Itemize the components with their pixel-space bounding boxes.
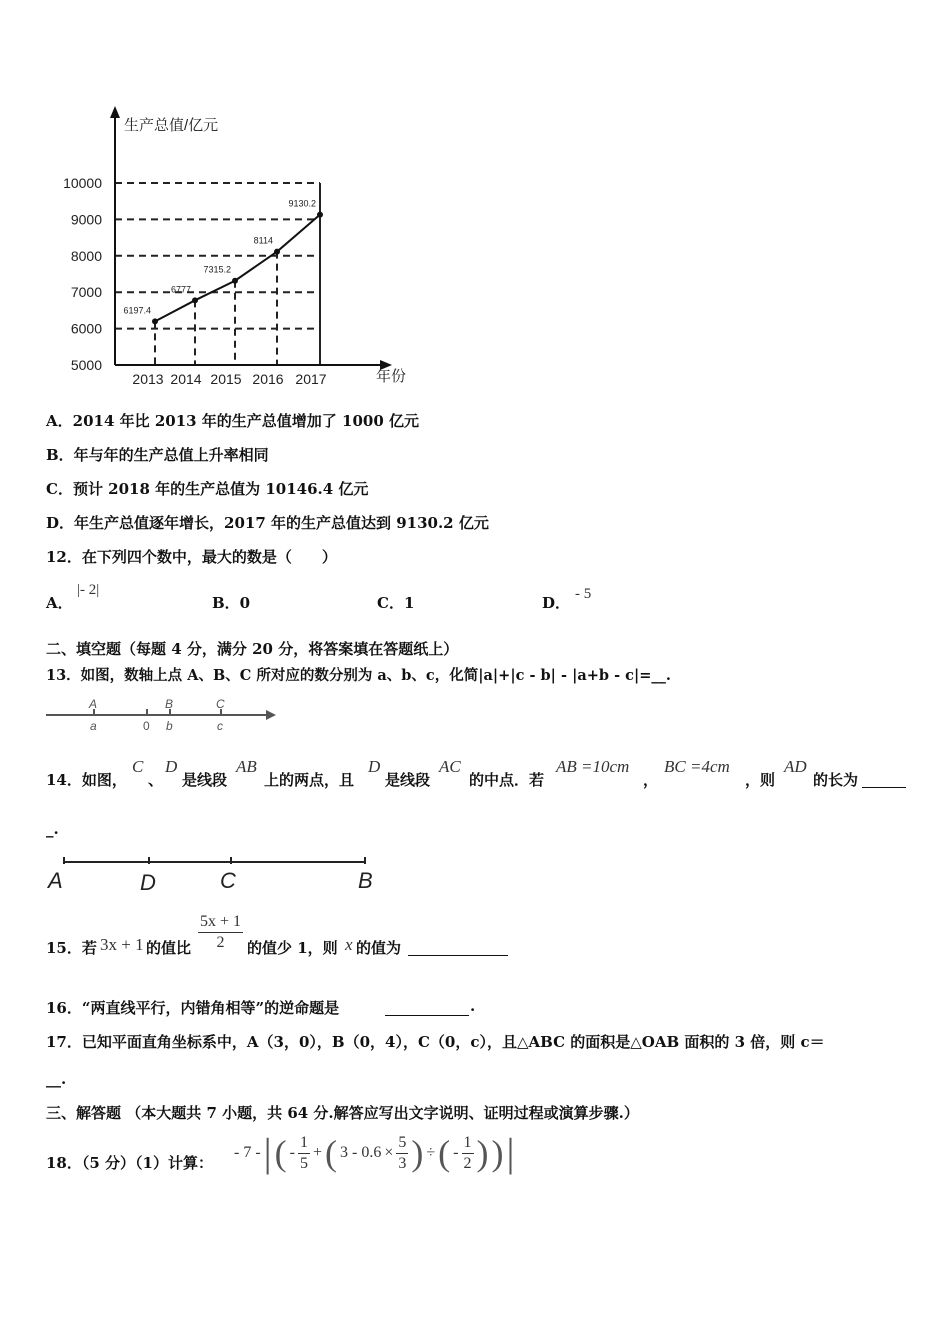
q15-variable: x xyxy=(345,935,353,954)
y-tick-7000: 7000 xyxy=(70,284,102,301)
q18-neg7: - 7 - xyxy=(234,1144,261,1161)
x-tick-2015: 2015 xyxy=(210,371,242,387)
q14-separator: 、 xyxy=(148,771,164,789)
x-tick-2013: 2013 xyxy=(132,371,164,387)
section-2-heading: 二、填空题（每题 4 分，满分 20 分，将答案填在答题纸上） xyxy=(46,640,459,658)
y-tick-8000: 8000 xyxy=(70,247,102,264)
value-label-2013: 6197.4 xyxy=(123,305,151,316)
zero-label: 0 xyxy=(143,719,150,733)
q18-paren-inner-left: ( xyxy=(325,1133,338,1173)
y-tick-9000: 9000 xyxy=(70,211,102,228)
q14-prefix: 14．如图， xyxy=(46,771,127,789)
y-tick-5000: 5000 xyxy=(70,357,102,373)
q14-segment-AD: AD xyxy=(784,757,807,776)
q18-prefix: 18．（5 分）（1）计算： xyxy=(46,1154,213,1172)
q15-text-3: 的值为 xyxy=(356,939,402,957)
q18-minus-2: - xyxy=(453,1144,459,1161)
chart-axes xyxy=(110,106,392,370)
q18-fraction-1 xyxy=(298,1133,310,1174)
q15-expression: 3x + 1 xyxy=(100,935,144,954)
q12-option-a-value: |- 2| xyxy=(77,582,100,598)
data-point-2016 xyxy=(274,249,280,255)
y-tick-6000: 6000 xyxy=(70,320,102,337)
q18-paren-inner-right: ) xyxy=(411,1133,424,1173)
y-axis-title: 生产总值/亿元 xyxy=(124,117,219,134)
q18-plus: + xyxy=(313,1144,323,1161)
q11-option-c: C．预计 2018 年的生产总值为 10146.4 亿元 xyxy=(46,480,369,498)
q15-fraction-denominator: 2 xyxy=(216,934,225,951)
q18-paren-3-right: ) xyxy=(476,1133,489,1173)
q17-tail: __. xyxy=(46,1070,67,1088)
value-label-b: b xyxy=(166,719,173,733)
q12-option-d-value: - 5 xyxy=(575,586,592,602)
q11-option-d: D．年生产总值逐年增长，2017 年的生产总值达到 9130.2 亿元 xyxy=(46,514,489,532)
q12-option-b: B．0 xyxy=(212,594,251,612)
q18-fraction-2-num: 5 xyxy=(396,1133,408,1154)
q12-option-d: D． xyxy=(542,594,571,612)
value-label-2017: 9130.2 xyxy=(288,198,316,209)
q14-text-3: 是线段 xyxy=(385,771,431,789)
q14-point-C: C xyxy=(132,757,144,776)
q15-fraction xyxy=(198,912,243,953)
q14-eq-BC: BC =4cm xyxy=(664,757,730,776)
q13-stem: 13．如图，数轴上点 A、B、C 所对应的数分别为 a、b、c，化简|a|+|c - b| - |a+b - c|=__. xyxy=(46,667,671,684)
point-label-C: C xyxy=(216,697,225,711)
gdp-line-chart xyxy=(40,100,430,395)
q18-expression xyxy=(234,1128,515,1178)
q16-stem: 16．“两直线平行，内错角相等”的逆命题是 xyxy=(46,999,340,1017)
q11-option-a: A．2014 年比 2013 年的生产总值增加了 1000 亿元 xyxy=(46,412,419,430)
q16-end: . xyxy=(470,997,476,1015)
point-label-A: A xyxy=(89,697,98,711)
q12-stem: 12．在下列四个数中，最大的数是（ ） xyxy=(46,548,337,566)
q18-paren-3-left: ( xyxy=(438,1133,451,1173)
q18-fraction-3 xyxy=(462,1133,474,1174)
q14-segment-AC: AC xyxy=(439,757,461,776)
q14-text-2: 上的两点，且 xyxy=(264,771,355,789)
section-3-heading: 三、解答题 （本大题共 7 小题，共 64 分.解答应写出文字说明、证明过程或演算步骤.） xyxy=(46,1104,639,1122)
figure-label-D: D xyxy=(140,870,156,895)
q15-fraction-numerator: 5x + 1 xyxy=(198,912,243,933)
q14-point-D-2: D xyxy=(368,757,381,776)
series-line xyxy=(155,215,320,322)
q12-option-c: C．1 xyxy=(377,594,415,612)
q14-comma: ， xyxy=(643,771,659,789)
value-label-2014: 6777 xyxy=(170,284,191,295)
data-point-2015 xyxy=(232,278,238,284)
x-axis-title: 年份 xyxy=(376,368,407,385)
figure-label-A: A xyxy=(48,868,63,893)
q16-answer-blank[interactable] xyxy=(385,1001,469,1016)
q14-segment-figure xyxy=(40,850,385,898)
figure-label-B: B xyxy=(358,868,373,893)
q18-fraction-3-den: 2 xyxy=(463,1154,472,1172)
q18-fraction-1-den: 5 xyxy=(300,1154,308,1172)
q18-paren-right: ) xyxy=(491,1133,504,1173)
x-tick-2016: 2016 xyxy=(252,371,284,387)
q12-option-a xyxy=(46,592,73,613)
q11-option-b: B．年与年的生产总值上升率相同 xyxy=(46,446,269,464)
q18-divide: ÷ xyxy=(426,1144,436,1161)
data-point-2017 xyxy=(317,212,323,218)
q18-fraction-1-num: 1 xyxy=(298,1133,310,1154)
q18-abs-left: | xyxy=(263,1130,272,1175)
q14-text-6: 的长为 xyxy=(813,771,859,789)
number-line-arrow-icon xyxy=(266,710,276,720)
q18-paren-left: ( xyxy=(274,1133,287,1173)
q15-answer-blank[interactable] xyxy=(408,941,508,956)
q18-times: × xyxy=(384,1144,394,1161)
q14-segment-AB: AB xyxy=(236,757,257,776)
value-label-c: c xyxy=(217,719,223,733)
q18-minus: - xyxy=(289,1144,295,1161)
q14-point-D: D xyxy=(165,757,178,776)
q14-text-1: 是线段 xyxy=(182,771,228,789)
q14-eq-AB: AB =10cm xyxy=(556,757,630,776)
value-label-a: a xyxy=(90,719,97,733)
y-tick-10000: 10000 xyxy=(63,175,102,191)
q18-fraction-3-num: 1 xyxy=(462,1133,474,1154)
q15-text-1: 的值比 xyxy=(146,939,192,957)
data-point-2013 xyxy=(152,318,158,324)
q14-answer-blank[interactable] xyxy=(862,773,906,788)
x-tick-2014: 2014 xyxy=(170,371,202,387)
q14-text-5: ，则 xyxy=(745,771,776,789)
q18-fraction-2 xyxy=(396,1133,408,1174)
q17-stem: 17．已知平面直角坐标系中，A（3，0），B（0，4），C（0，c），且△ABC 的面积是△OAB 面积的 3 倍，则 c＝ xyxy=(46,1033,825,1051)
q12-option-a-label: A． xyxy=(46,594,73,612)
y-axis-arrow-icon xyxy=(110,106,120,118)
value-label-2016: 8114 xyxy=(253,235,273,246)
figure-label-C: C xyxy=(220,868,236,893)
q18-three-minus: 3 - 0.6 xyxy=(340,1144,382,1161)
q15-prefix: 15．若 xyxy=(46,939,97,957)
q15-text-2: 的值少 1，则 xyxy=(247,939,338,957)
value-label-2015: 7315.2 xyxy=(203,264,231,275)
q14-tail: _. xyxy=(46,820,59,838)
data-point-2014 xyxy=(192,297,198,303)
q18-abs-right: | xyxy=(506,1130,515,1175)
q13-number-line xyxy=(40,696,285,738)
q14-text-4: 的中点．若 xyxy=(469,771,545,789)
q18-fraction-2-den: 3 xyxy=(398,1154,407,1172)
x-tick-2017: 2017 xyxy=(295,371,327,387)
point-label-B: B xyxy=(165,697,174,711)
